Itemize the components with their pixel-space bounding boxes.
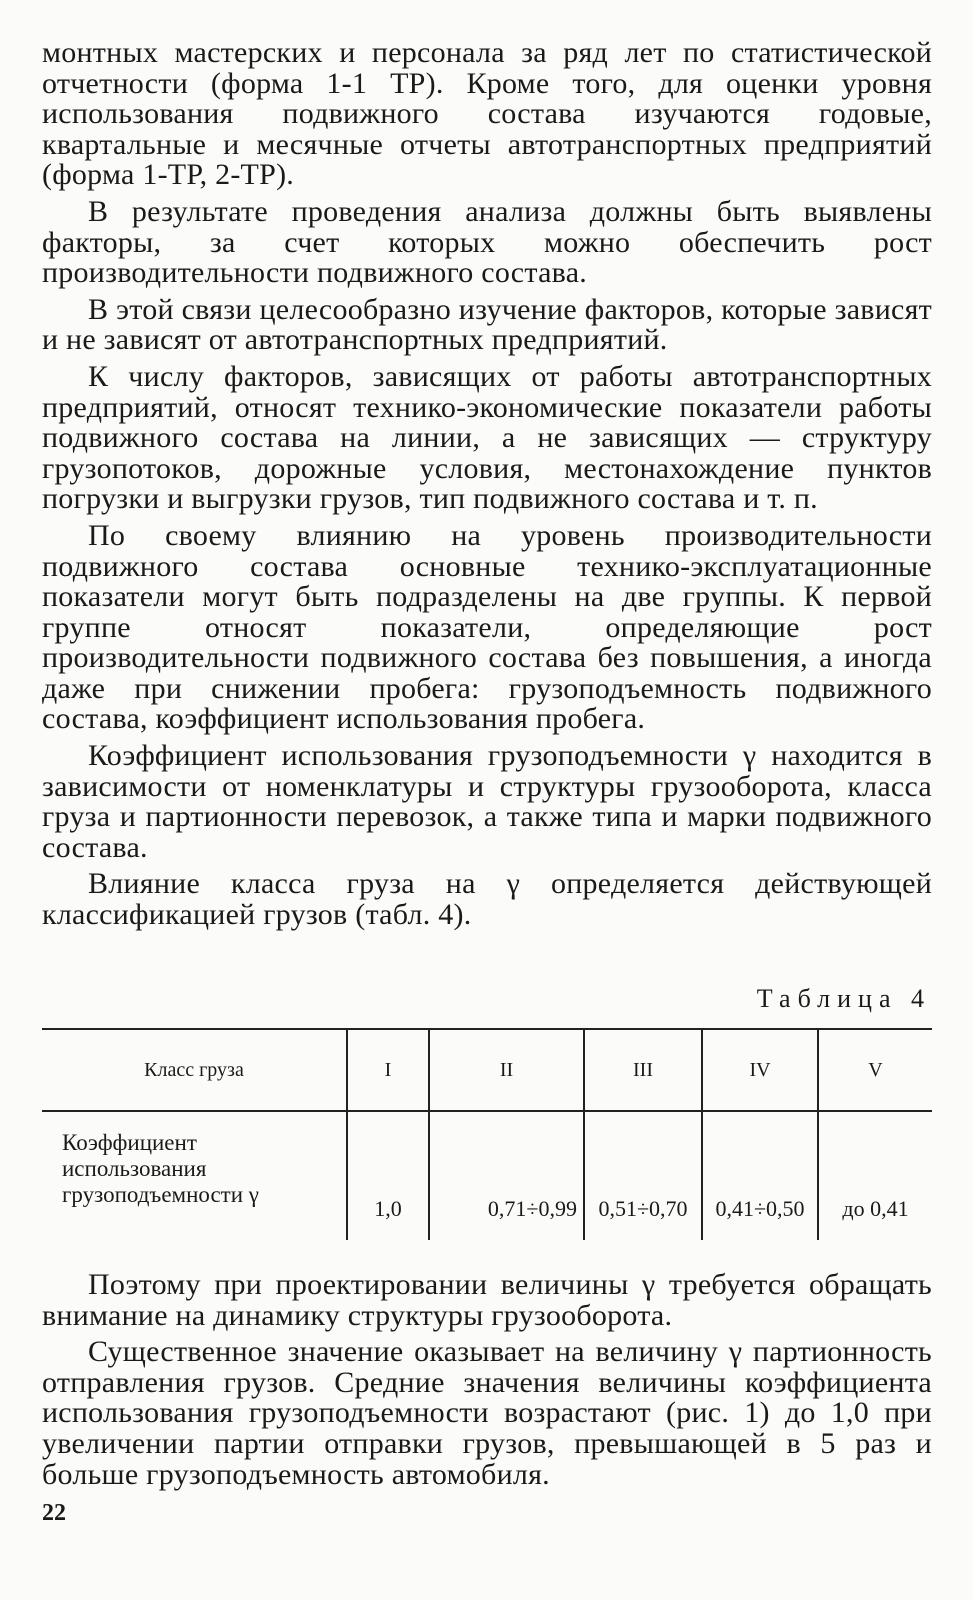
table-cell: 0,51÷0,70 [584, 1111, 702, 1240]
table-cell: 0,41÷0,50 [702, 1111, 818, 1240]
table-header-row [42, 1029, 932, 1111]
table-row [42, 1111, 932, 1240]
paragraph: В этой связи целесообразно изучение факторов, которые зависят и не зависят от автотранспортных предприятий. [42, 292, 932, 357]
table-header-cell: V [818, 1029, 932, 1111]
table-header-cell: IV [702, 1029, 818, 1111]
paragraph: К числу факторов, зависящих от работы автотранспортных предприятий, относят технико-экономические показатели работы подвижного состава на линии, а не зависящих — структуру грузопотоков, дорожные условия, местонахождение пунктов погрузки и выгрузки грузов, тип подвижного состава и т. п. [42, 359, 932, 516]
table-caption: Таблица 4 [756, 984, 931, 1013]
paragraph: Поэтому при проектировании величины γ требуется обращать внимание на динамику структуры грузооборота. [42, 1268, 932, 1332]
paragraph: Существенное значение оказывает на величину γ партионность отправления грузов. Средние значения величины коэффициента использования грузоподъемности возрастают (рис. 1) до 1,0 при увеличении партии отправки грузов, превышающей в 5 раз и больше грузоподъемность автомобиля. [42, 1335, 932, 1491]
table-cell: 0,71÷0,99 [429, 1111, 584, 1240]
table-header-cell: I [347, 1029, 429, 1111]
table-row-label: Коэффициент использования грузоподъемности γ [62, 1130, 259, 1207]
table-cell: до 0,41 [818, 1111, 932, 1240]
paragraph: Влияние класса груза на γ определяется действующей классификацией грузов (табл. 4). [42, 867, 932, 932]
table-header-cell: II [429, 1029, 584, 1111]
cargo-class-table [42, 1028, 932, 1240]
paragraph: монтных мастерских и персонала за ряд лет по статистической отчетности (форма 1-1 ТР). Кроме того, для оценки уровня использования подвижного состава изучаются годовые, квартальные и месячные отчеты автотранспортных предприятий (форма 1-ТР, 2-ТР). [42, 36, 932, 192]
page-number: 22 [42, 1500, 66, 1526]
table-header-cell: III [584, 1029, 702, 1111]
table-container [42, 1028, 932, 1240]
paragraph: По своему влиянию на уровень производительности подвижного состава основные технико-эксплуатационные показатели могут быть подразделены на две группы. К первой группе относят показатели, определяющие рост производительности подвижного состава без повышения, а иногда даже при снижении пробега: грузоподъемность подвижного состава, коэффициент использования пробега. [42, 518, 932, 736]
paragraph: В результате проведения анализа должны быть выявлены факторы, за счет которых можно обеспечить рост производительности подвижного состава. [42, 194, 932, 290]
table-cell: 1,0 [347, 1111, 429, 1240]
body-text-bottom [42, 1270, 932, 1496]
body-text-top [42, 38, 932, 937]
table-header-cell: Класс груза [144, 1058, 244, 1081]
paragraph: Коэффициент использования грузоподъемности γ находится в зависимости от номенклатуры и структуры грузооборота, класса груза и партионности перевозок, а также типа и марки подвижного состава. [42, 739, 932, 864]
